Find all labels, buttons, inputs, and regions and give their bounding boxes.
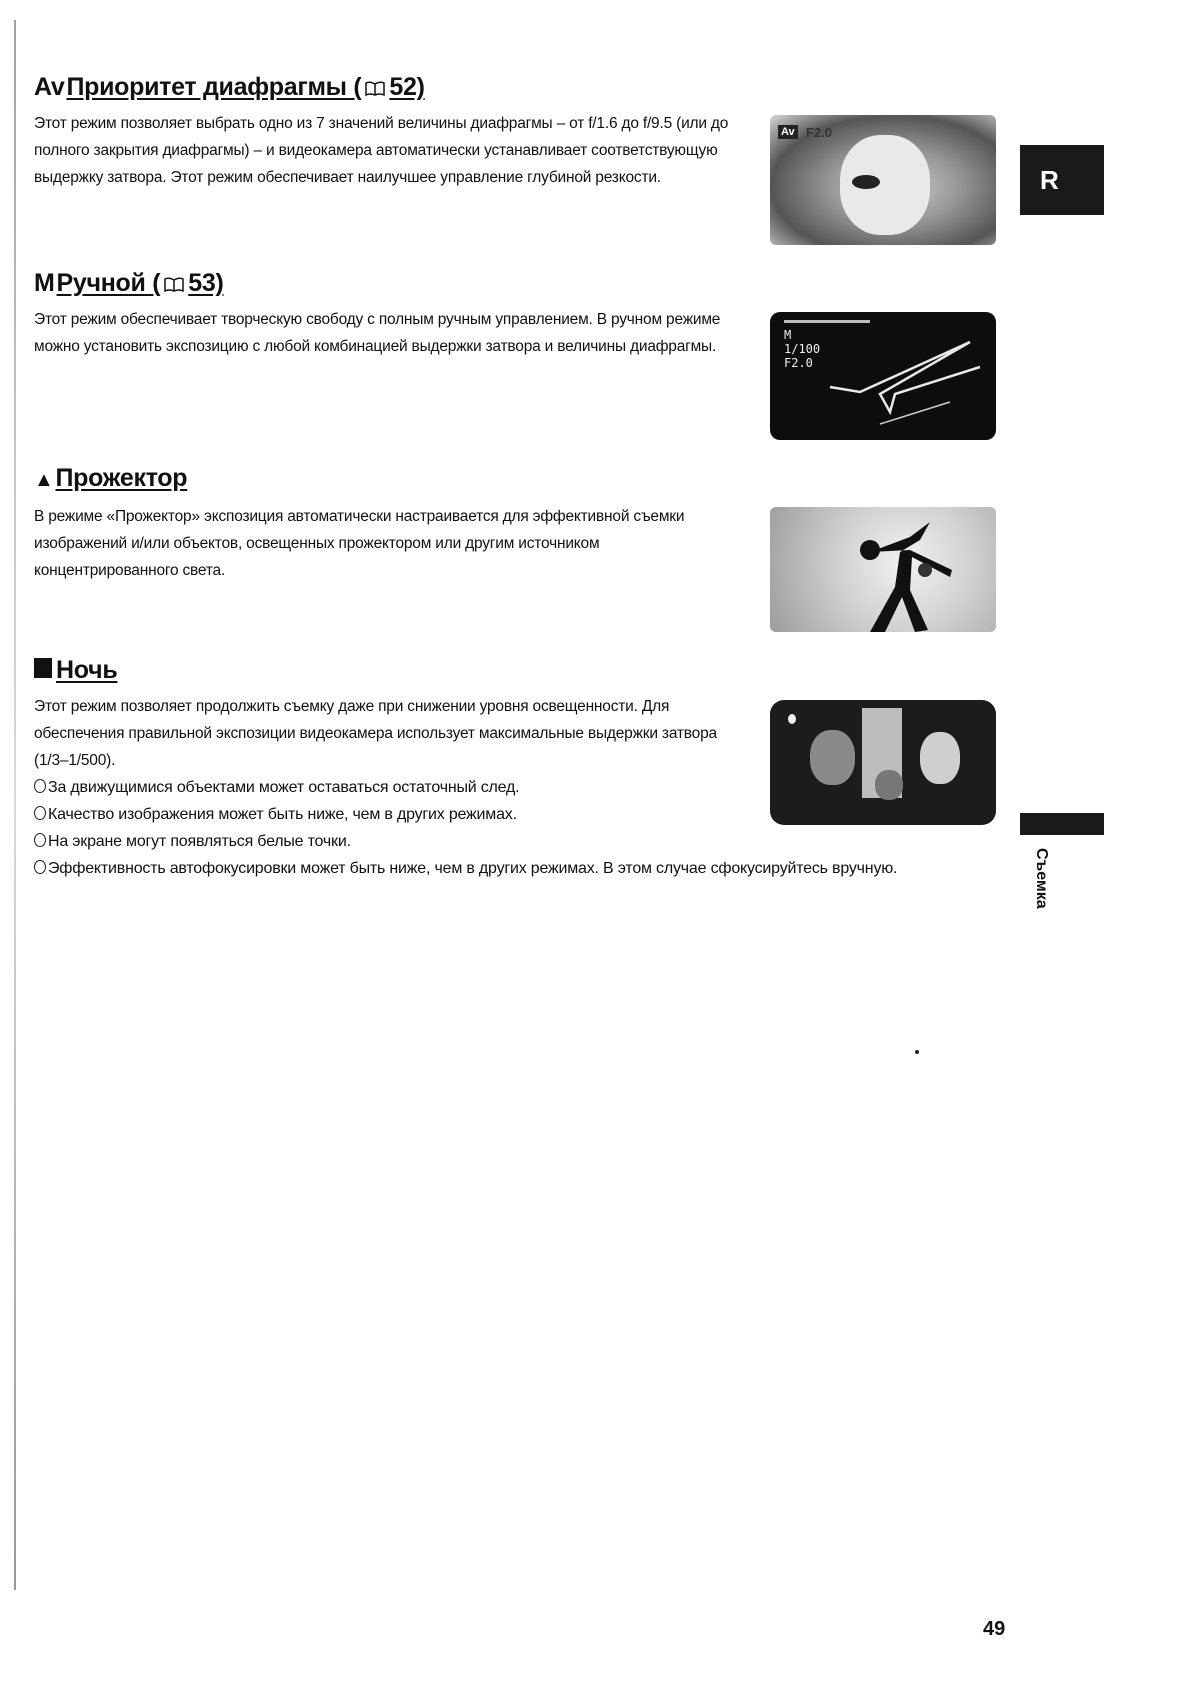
manual-overlay-aperture: F2.0 [784, 356, 813, 370]
section-av-text: Этот режим позволяет выбрать одно из 7 значений величины диафрагмы – от f/1.6 до f/9.5 (или до полного закрытия диафрагмы) – и видеокамера автоматически устанавливает соответствующую выдержку затвора. Этот режим обеспечивает наилучшее управление глубиной резкости. [34, 115, 729, 186]
glider-icon [820, 332, 990, 432]
scan-edge-line [14, 20, 16, 1590]
av-badge: Av [778, 125, 798, 139]
note-icon [34, 833, 46, 847]
night-note: Эффективность автофокусировки может быть ниже, чем в других режимах. В этом случае сфокусируйтесь вручную. [34, 855, 897, 882]
section-av-heading [34, 72, 734, 102]
page-number: 49 [983, 1618, 1006, 1640]
book-icon [365, 73, 385, 88]
night-mode-icon [34, 658, 52, 678]
section-night [34, 655, 897, 882]
moon-icon [788, 714, 796, 724]
section-av-title: Приоритет диафрагмы ( [66, 73, 362, 101]
night-note: Качество изображения может быть ниже, чем в других режимах. [34, 801, 897, 828]
section-night-heading [34, 655, 897, 685]
night-example-image [770, 700, 996, 825]
chapter-side-label: Съемка [1033, 848, 1050, 909]
night-note: На экране могут появляться белые точки. [34, 828, 897, 855]
exposure-bar [784, 320, 870, 323]
section-manual-heading [34, 268, 734, 298]
section-manual-title: Ручной ( [56, 269, 161, 297]
spotlight-icon: ▲ [34, 469, 54, 491]
person-center [875, 770, 903, 800]
section-av [34, 72, 734, 191]
section-manual-text: Этот режим обеспечивает творческую свободу с полным ручным управлением. В ручном режиме можно установить экспозицию с любой комбинацией выдержки затвора и величины диафрагмы. [34, 311, 721, 355]
section-night-text: Этот режим позволяет продолжить съемку даже при снижении уровня освещенности. Для обеспечения правильной экспозиции видеокамера использует максимальные выдержки затвора (1/3–1/500). [34, 698, 717, 769]
note-icon [34, 860, 46, 874]
section-spotlight-title: Прожектор [55, 464, 188, 492]
manual-mode-icon: M [34, 269, 55, 297]
dancer-silhouette [810, 512, 980, 632]
section-spotlight-text: В режиме «Прожектор» экспозиция автоматически настраивается для эффективной съемки изображений и/или объектов, освещенных прожектором или другим источником концентрированного света. [34, 508, 685, 579]
manual-example-image [770, 312, 996, 440]
person-left [810, 730, 855, 785]
chapter-tab-marker [1020, 813, 1104, 835]
av-mode-icon: Av [34, 73, 65, 101]
section-night-title: Ночь [56, 656, 118, 684]
manual-overlay-mode: M [784, 328, 792, 342]
spotlight-example-image [770, 507, 996, 632]
section-manual-ref: 53) [188, 269, 224, 297]
manual-overlay-shutter: 1/100 [784, 342, 821, 356]
chapter-tab-r: R [1020, 145, 1104, 215]
section-spotlight-heading [34, 463, 734, 495]
person-right [920, 732, 960, 784]
note-icon [34, 779, 46, 793]
book-icon [164, 269, 184, 284]
scan-dot [915, 1050, 919, 1054]
face-eye [852, 175, 880, 189]
section-av-ref: 52) [389, 73, 425, 101]
av-example-image [770, 115, 996, 245]
note-icon [34, 806, 46, 820]
av-aperture-readout: F2.0 [806, 125, 833, 140]
night-note: За движущимися объектами может оставаться остаточный след. [34, 774, 897, 801]
section-spotlight [34, 463, 734, 584]
section-manual [34, 268, 734, 360]
